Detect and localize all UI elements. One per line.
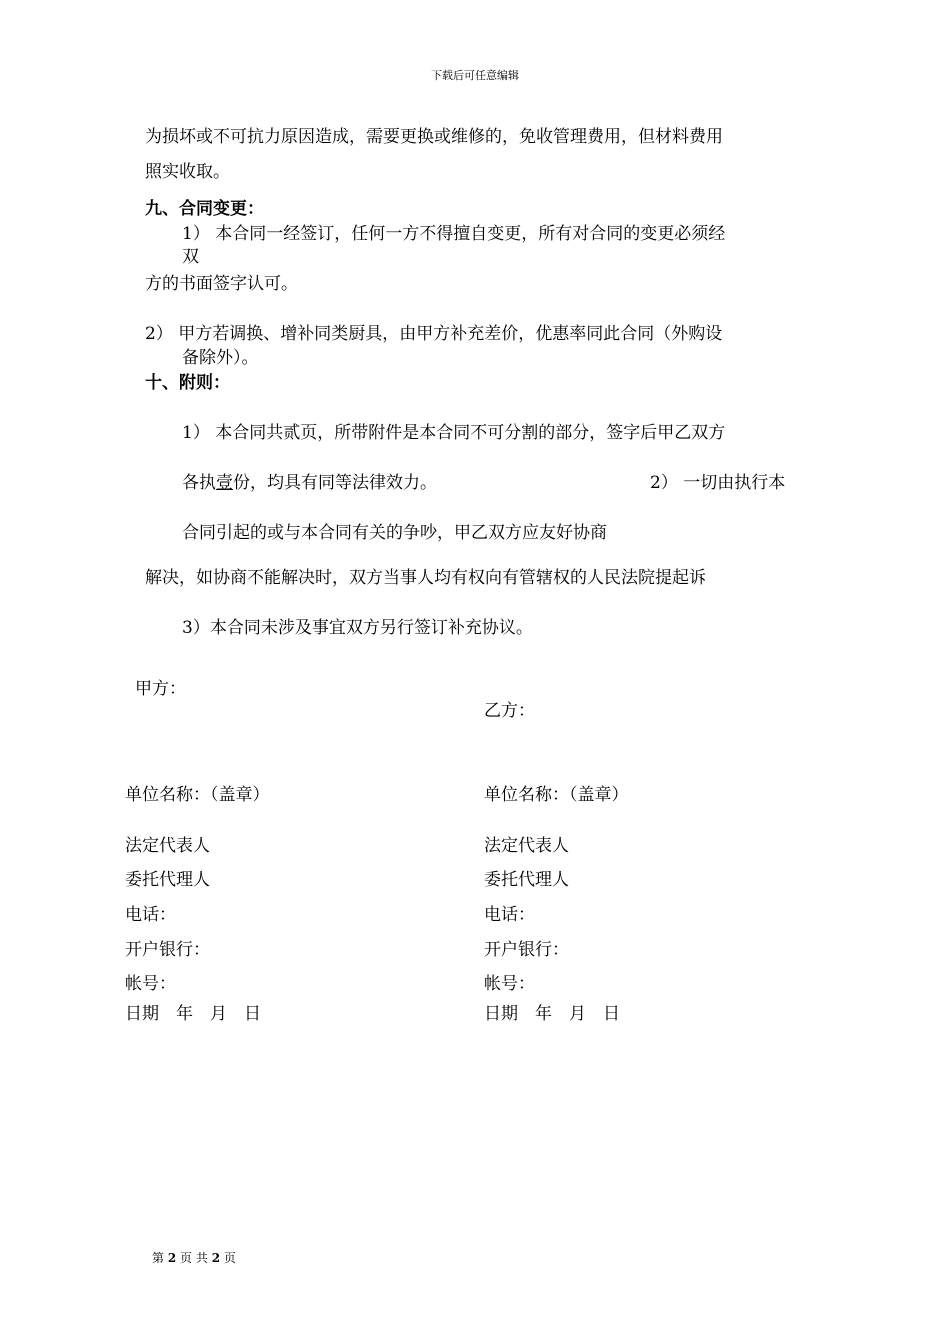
section-10-item-2: 2） 一切由执行本	[650, 473, 786, 493]
party-b-label: 乙方：	[484, 701, 535, 721]
party-b-unit: 单位名称：（盖章）	[484, 785, 629, 805]
section-9-item-1: 1） 本合同一经签订，任何一方不得擅自变更，所有对合同的变更必须经	[182, 224, 726, 244]
party-a-legal-rep: 法定代表人	[125, 836, 210, 856]
page-number: 2	[167, 1251, 177, 1265]
section-10-item-3: 3）本合同未涉及事宜双方另行签订补充协议。	[182, 618, 533, 638]
section-9-item-1-cont: 双	[182, 247, 199, 267]
footer-prefix: 第	[152, 1251, 165, 1265]
party-a-label: 甲方：	[135, 679, 186, 699]
section-9-title: 九、合同变更：	[145, 199, 264, 219]
party-a-bank: 开户银行：	[125, 940, 210, 960]
underlined-text: 壹	[216, 473, 233, 493]
paragraph-line: 照实收取。	[145, 162, 230, 182]
section-10-item-2-cont: 解决，如协商不能解决时，双方当事人均有权向有管辖权的人民法院提起诉	[145, 568, 706, 588]
paragraph-line: 为损坏或不可抗力原因造成，需要更换或维修的，免收管理费用，但材料费用	[145, 127, 723, 147]
section-9-item-2-cont: 备除外）。	[182, 348, 259, 368]
party-a-unit: 单位名称：（盖章）	[125, 785, 270, 805]
section-10-item-2-cont: 合同引起的或与本合同有关的争吵，甲乙双方应友好协商	[182, 523, 607, 543]
party-b-agent: 委托代理人	[484, 870, 569, 890]
text-run: 份，均具有同等法律效力。	[233, 473, 437, 493]
party-a-agent: 委托代理人	[125, 870, 210, 890]
party-a-account: 帐号：	[125, 974, 176, 994]
party-a-phone: 电话：	[125, 905, 176, 925]
section-10-item-1-cont	[182, 473, 437, 493]
section-10-title: 十、附则：	[145, 373, 230, 393]
text-run: 各执	[182, 473, 216, 493]
party-b-bank: 开户银行：	[484, 940, 569, 960]
party-b-phone: 电话：	[484, 905, 535, 925]
section-9-item-1-cont: 方的书面签字认可。	[145, 274, 298, 294]
page-footer	[152, 1249, 236, 1266]
footer-suffix: 页	[223, 1251, 236, 1265]
party-b-account: 帐号：	[484, 974, 535, 994]
party-b-date: 日期 年 月 日	[484, 1004, 620, 1024]
party-a-date: 日期 年 月 日	[125, 1004, 261, 1024]
section-10-item-1: 1） 本合同共贰页，所带附件是本合同不可分割的部分，签字后甲乙双方	[182, 423, 726, 443]
party-b-legal-rep: 法定代表人	[484, 836, 569, 856]
section-9-item-2: 2） 甲方若调换、增补同类厨具，由甲方补充差价，优惠率同此合同（外购设	[145, 324, 723, 344]
footer-middle: 页 共	[180, 1251, 208, 1265]
page-header: 下载后可任意编辑	[431, 69, 519, 82]
total-pages: 2	[211, 1251, 221, 1265]
